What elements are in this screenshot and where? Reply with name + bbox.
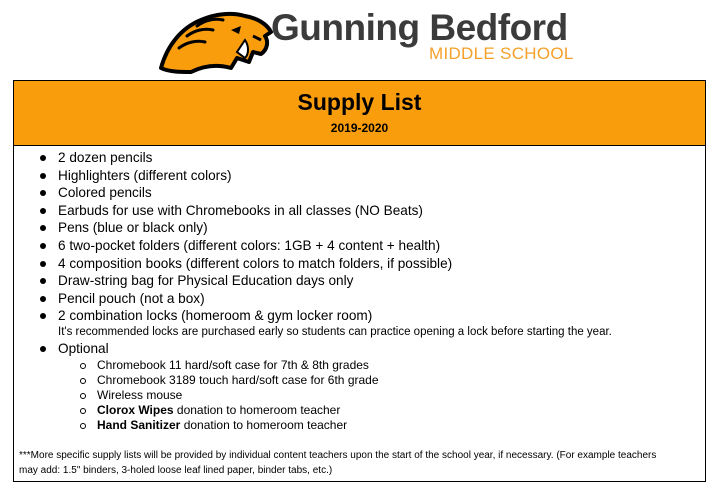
list-item-label: Draw-string bag for Physical Education days only: [58, 273, 354, 289]
list-item-label: 4 composition books (different colors to match folders, if possible): [58, 255, 453, 271]
optional-item-text: donation to homeroom teacher: [180, 417, 348, 432]
supply-list-card: [13, 80, 706, 482]
title-banner: [14, 81, 705, 146]
list-item-label: Colored pencils: [58, 185, 152, 201]
footer-line-2: may add: 1.5" binders, 3-holed loose leaf lined paper, binder tabs, etc.): [19, 465, 333, 476]
lock-note: It's recommended locks are purchased early so students can practice opening a lock before starting the year.: [58, 325, 612, 338]
hollow-bullet-icon: [80, 408, 86, 414]
optional-item-text: Chromebook 11 hard/soft case for 7th & 8th grades: [97, 357, 369, 372]
list-item-optional: [14, 340, 705, 358]
list-item-label: 2 combination locks (homeroom & gym locker room): [58, 308, 373, 324]
list-item: [14, 290, 705, 308]
list-item: [14, 219, 705, 237]
bullet-icon: [40, 313, 46, 319]
school-name: Gunning Bedford: [271, 7, 568, 48]
list-item: [14, 255, 705, 273]
optional-item-text: Wireless mouse: [97, 387, 183, 402]
list-item-label: Pens (blue or black only): [58, 220, 208, 236]
list-item: [14, 149, 705, 167]
optional-item-bold: Clorox Wipes: [97, 402, 174, 417]
tiger-mascot-icon: [157, 6, 275, 74]
list-item: [14, 272, 705, 290]
school-year: 2019-2020: [330, 121, 389, 135]
optional-item-bold: Hand Sanitizer: [97, 417, 181, 432]
school-subtitle: MIDDLE SCHOOL: [429, 44, 574, 63]
list-item-label: Highlighters (different colors): [58, 167, 232, 183]
optional-item: [14, 358, 705, 373]
optional-label: Optional: [58, 340, 109, 356]
hollow-bullet-icon: [80, 363, 86, 369]
optional-item: [14, 403, 705, 418]
footer-note: [19, 448, 703, 478]
optional-item-text: Chromebook 3189 touch hard/soft case for 6th grade: [97, 372, 379, 387]
hollow-bullet-icon: [80, 423, 86, 429]
optional-item: [14, 418, 705, 433]
list-item-label: 2 dozen pencils: [58, 150, 153, 165]
bullet-icon: [40, 155, 46, 161]
bullet-icon: [40, 225, 46, 231]
bullet-icon: [40, 261, 46, 267]
bullet-icon: [40, 173, 46, 179]
list-item: [14, 184, 705, 202]
bullet-icon: [40, 190, 46, 196]
optional-item-text: donation to homeroom teacher: [173, 402, 341, 417]
list-item: [14, 167, 705, 185]
bullet-icon: [40, 346, 46, 352]
bullet-icon: [40, 296, 46, 302]
page-title: Supply List: [297, 89, 422, 115]
footer-line-1: ***More specific supply lists will be provided by individual content teachers upon the start of the school year, if necessary. (For example teachers: [19, 450, 657, 461]
list-item-label: 6 two-pocket folders (different colors: 1GB + 4 content + health): [58, 237, 441, 253]
hollow-bullet-icon: [80, 378, 86, 384]
bullet-icon: [40, 208, 46, 214]
list-item: [14, 307, 705, 325]
list-item: [14, 237, 705, 255]
list-item-label: Earbuds for use with Chromebooks in all classes (NO Beats): [58, 202, 423, 218]
school-header: [0, 0, 721, 80]
supply-list: [14, 149, 705, 433]
list-item: [14, 202, 705, 220]
list-item-label: Pencil pouch (not a box): [58, 290, 205, 306]
optional-item: [14, 373, 705, 388]
bullet-icon: [40, 243, 46, 249]
hollow-bullet-icon: [80, 393, 86, 399]
optional-item: [14, 388, 705, 403]
bullet-icon: [40, 278, 46, 284]
